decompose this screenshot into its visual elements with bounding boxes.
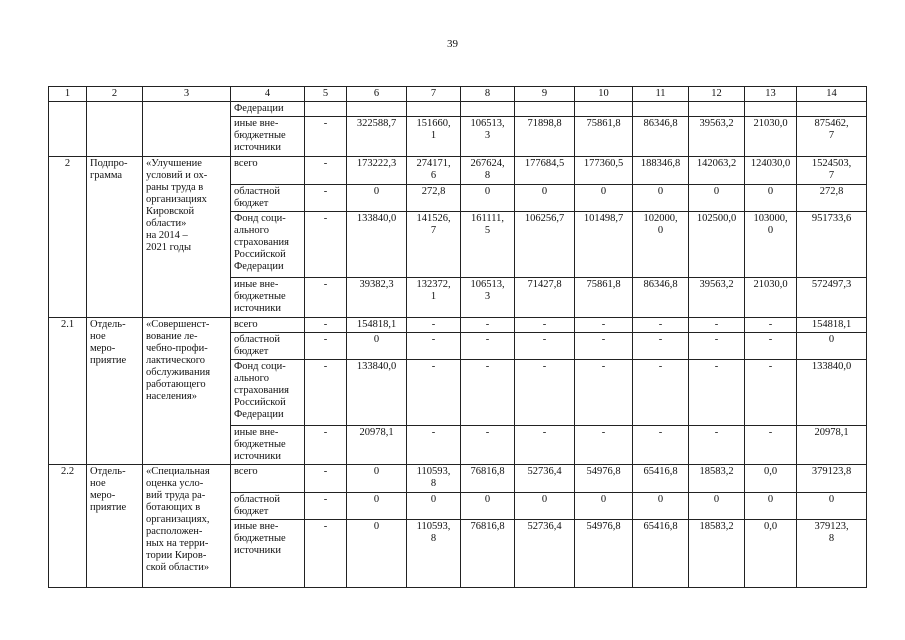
value-cell: - xyxy=(305,333,347,360)
value-cell: 71427,8 xyxy=(515,278,575,318)
header-row xyxy=(49,87,867,102)
value-cell: 101498,7 xyxy=(575,212,633,278)
value-cell: 572497,3 xyxy=(797,278,867,318)
column-header: 5 xyxy=(305,87,347,102)
value-cell: - xyxy=(633,318,689,333)
funding-source-cell: всего xyxy=(231,318,305,333)
value-cell: 52736,4 xyxy=(515,465,575,493)
value-cell: 0,0 xyxy=(745,465,797,493)
value-cell: 951733,6 xyxy=(797,212,867,278)
table-row xyxy=(49,102,867,117)
value-cell: - xyxy=(305,185,347,212)
value-cell: 0 xyxy=(633,185,689,212)
value-cell: 188346,8 xyxy=(633,157,689,185)
value-cell: - xyxy=(575,318,633,333)
value-cell: 0 xyxy=(689,185,745,212)
column-header: 11 xyxy=(633,87,689,102)
value-cell: 267624, 8 xyxy=(461,157,515,185)
value-cell: 0,0 xyxy=(745,520,797,588)
value-cell: 0 xyxy=(347,465,407,493)
value-cell: 86346,8 xyxy=(633,117,689,157)
value-cell: 71898,8 xyxy=(515,117,575,157)
value-cell: - xyxy=(515,360,575,426)
value-cell: 124030,0 xyxy=(745,157,797,185)
value-cell: 39563,2 xyxy=(689,278,745,318)
value-cell: 106256,7 xyxy=(515,212,575,278)
value-cell: 0 xyxy=(515,493,575,520)
value-cell: 0 xyxy=(347,520,407,588)
value-cell: 151660, 1 xyxy=(407,117,461,157)
value-cell: 0 xyxy=(347,333,407,360)
funding-source-cell: Фонд соци- ального страхования Российской Федерации xyxy=(231,360,305,426)
value-cell: 0 xyxy=(461,185,515,212)
value-cell: 0 xyxy=(461,493,515,520)
value-cell: 75861,8 xyxy=(575,278,633,318)
value-cell: 161111, 5 xyxy=(461,212,515,278)
value-cell: 177360,5 xyxy=(575,157,633,185)
value-cell: 106513, 3 xyxy=(461,278,515,318)
value-cell: - xyxy=(745,318,797,333)
value-cell: 18583,2 xyxy=(689,520,745,588)
value-cell: 154818,1 xyxy=(347,318,407,333)
row-title-cell xyxy=(143,102,231,157)
funding-source-cell: иные вне- бюджетные источники xyxy=(231,117,305,157)
value-cell: 20978,1 xyxy=(797,426,867,465)
funding-source-cell: всего xyxy=(231,465,305,493)
value-cell: - xyxy=(745,360,797,426)
value-cell: 379123,8 xyxy=(797,465,867,493)
value-cell: 39563,2 xyxy=(689,117,745,157)
value-cell: 76816,8 xyxy=(461,465,515,493)
value-cell: 106513, 3 xyxy=(461,117,515,157)
value-cell: 173222,3 xyxy=(347,157,407,185)
value-cell: - xyxy=(407,426,461,465)
value-cell: - xyxy=(745,426,797,465)
value-cell: 274171, 6 xyxy=(407,157,461,185)
value-cell: - xyxy=(305,426,347,465)
value-cell: 154818,1 xyxy=(797,318,867,333)
value-cell: - xyxy=(305,117,347,157)
value-cell: 132372, 1 xyxy=(407,278,461,318)
value-cell: 0 xyxy=(689,493,745,520)
value-cell: - xyxy=(689,426,745,465)
row-title-cell: «Совершенст- вование ле- чебно-профи- лактического обслуживания работающего населения» xyxy=(143,318,231,465)
value-cell: 1524503, 7 xyxy=(797,157,867,185)
value-cell: - xyxy=(407,333,461,360)
value-cell: - xyxy=(575,426,633,465)
page-number: 39 xyxy=(447,38,458,50)
value-cell: 0 xyxy=(797,493,867,520)
value-cell: 0 xyxy=(633,493,689,520)
value-cell: - xyxy=(305,493,347,520)
table-row xyxy=(49,157,867,185)
value-cell: - xyxy=(461,360,515,426)
value-cell: - xyxy=(305,212,347,278)
value-cell: 39382,3 xyxy=(347,278,407,318)
value-cell: 0 xyxy=(347,185,407,212)
value-cell: - xyxy=(633,333,689,360)
column-header: 4 xyxy=(231,87,305,102)
column-header: 6 xyxy=(347,87,407,102)
value-cell: 133840,0 xyxy=(347,360,407,426)
value-cell: - xyxy=(515,318,575,333)
value-cell: - xyxy=(575,360,633,426)
column-header: 12 xyxy=(689,87,745,102)
value-cell: 54976,8 xyxy=(575,520,633,588)
value-cell: 177684,5 xyxy=(515,157,575,185)
row-title-cell: «Специальная оценка усло- вий труда ра- ботающих в организациях, расположен- ных на терри- тории Киров- ской области» xyxy=(143,465,231,588)
row-number-cell: 2.1 xyxy=(49,318,87,465)
row-kind-cell: Отдель- ное меро- приятие xyxy=(87,318,143,465)
value-cell: 0 xyxy=(745,185,797,212)
value-cell: 21030,0 xyxy=(745,117,797,157)
funding-source-cell: Федерации xyxy=(231,102,305,117)
column-header: 10 xyxy=(575,87,633,102)
value-cell: 110593, 8 xyxy=(407,465,461,493)
value-cell: - xyxy=(407,360,461,426)
value-cell: 0 xyxy=(347,493,407,520)
value-cell: - xyxy=(745,333,797,360)
value-cell: - xyxy=(689,318,745,333)
value-cell: 21030,0 xyxy=(745,278,797,318)
value-cell: 322588,7 xyxy=(347,117,407,157)
value-cell: 0 xyxy=(575,185,633,212)
table-row xyxy=(49,465,867,493)
funding-source-cell: всего xyxy=(231,157,305,185)
value-cell: - xyxy=(305,465,347,493)
value-cell: - xyxy=(305,278,347,318)
column-header: 13 xyxy=(745,87,797,102)
table-row xyxy=(49,318,867,333)
column-header: 7 xyxy=(407,87,461,102)
value-cell: - xyxy=(407,318,461,333)
funding-source-cell: областной бюджет xyxy=(231,493,305,520)
value-cell: 133840,0 xyxy=(797,360,867,426)
value-cell: 0 xyxy=(515,185,575,212)
value-cell: 102500,0 xyxy=(689,212,745,278)
value-cell: - xyxy=(575,333,633,360)
row-number-cell xyxy=(49,102,87,157)
row-number-cell: 2 xyxy=(49,157,87,318)
value-cell: 54976,8 xyxy=(575,465,633,493)
value-cell: 0 xyxy=(745,493,797,520)
value-cell: - xyxy=(633,426,689,465)
value-cell: 142063,2 xyxy=(689,157,745,185)
value-cell: - xyxy=(461,426,515,465)
column-header: 3 xyxy=(143,87,231,102)
column-header: 8 xyxy=(461,87,515,102)
row-number-cell: 2.2 xyxy=(49,465,87,588)
budget-table xyxy=(48,86,867,588)
value-cell: 18583,2 xyxy=(689,465,745,493)
value-cell: - xyxy=(515,426,575,465)
value-cell: 0 xyxy=(797,333,867,360)
value-cell: - xyxy=(461,318,515,333)
column-header: 1 xyxy=(49,87,87,102)
value-cell: 272,8 xyxy=(797,185,867,212)
value-cell: - xyxy=(305,360,347,426)
funding-source-cell: иные вне- бюджетные источники xyxy=(231,278,305,318)
row-kind-cell xyxy=(87,102,143,157)
column-header: 2 xyxy=(87,87,143,102)
value-cell: 86346,8 xyxy=(633,278,689,318)
value-cell: 875462, 7 xyxy=(797,117,867,157)
value-cell: - xyxy=(461,333,515,360)
column-header: 9 xyxy=(515,87,575,102)
funding-source-cell: иные вне- бюджетные источники xyxy=(231,426,305,465)
value-cell: 141526, 7 xyxy=(407,212,461,278)
value-cell: 0 xyxy=(575,493,633,520)
value-cell: 379123, 8 xyxy=(797,520,867,588)
value-cell: - xyxy=(689,360,745,426)
value-cell: - xyxy=(515,333,575,360)
funding-source-cell: областной бюджет xyxy=(231,185,305,212)
value-cell: 65416,8 xyxy=(633,465,689,493)
funding-source-cell: областной бюджет xyxy=(231,333,305,360)
row-title-cell: «Улучшение условий и ох- раны труда в организациях Кировской области» на 2014 – 2021 годы xyxy=(143,157,231,318)
value-cell: 52736,4 xyxy=(515,520,575,588)
value-cell: - xyxy=(305,520,347,588)
value-cell: - xyxy=(305,318,347,333)
funding-source-cell: Фонд соци- ального страхования Российской Федерации xyxy=(231,212,305,278)
value-cell: 272,8 xyxy=(407,185,461,212)
value-cell: 102000, 0 xyxy=(633,212,689,278)
column-header: 14 xyxy=(797,87,867,102)
row-kind-cell: Отдель- ное меро- приятие xyxy=(87,465,143,588)
row-kind-cell: Подпро- грамма xyxy=(87,157,143,318)
funding-source-cell: иные вне- бюджетные источники xyxy=(231,520,305,588)
value-cell: - xyxy=(633,360,689,426)
value-cell: 76816,8 xyxy=(461,520,515,588)
value-cell: - xyxy=(305,157,347,185)
value-cell: 0 xyxy=(407,493,461,520)
value-cell: - xyxy=(689,333,745,360)
value-cell: 110593, 8 xyxy=(407,520,461,588)
value-cell: 65416,8 xyxy=(633,520,689,588)
value-cell: 75861,8 xyxy=(575,117,633,157)
value-cell: 20978,1 xyxy=(347,426,407,465)
value-cell: 103000, 0 xyxy=(745,212,797,278)
value-cell: 133840,0 xyxy=(347,212,407,278)
